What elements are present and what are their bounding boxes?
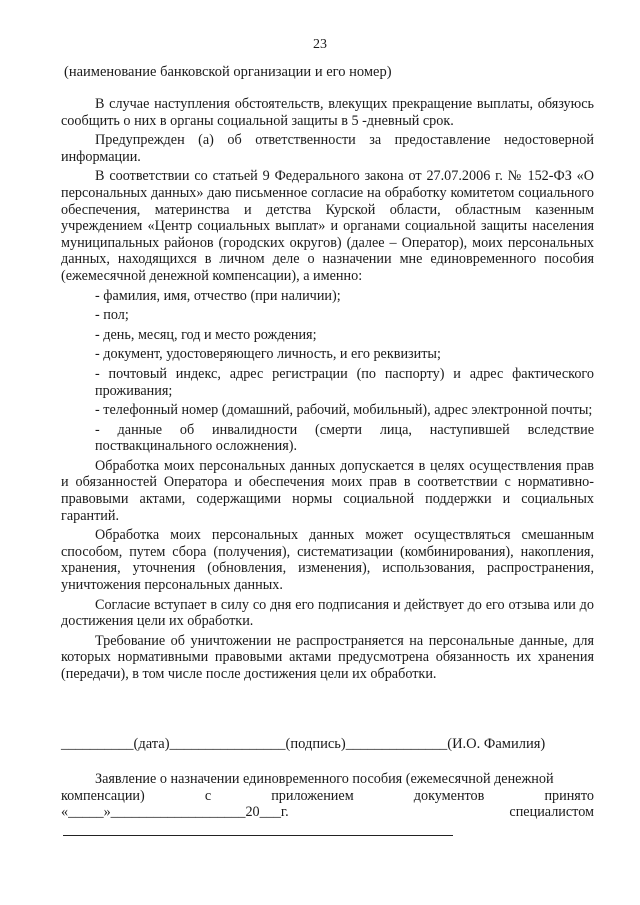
footer-word: с [204, 787, 212, 804]
paragraph: Требование об уничтожении не распространяется на персональные данные, для которых нормативными правовыми актами предусмотрена обязанность их хранения (передачи), в том числе после достижения цели их обработки. [61, 632, 594, 682]
signature-line: __________(дата)________________(подпись)______________(И.О. Фамилия) [61, 736, 546, 752]
list-item: - фамилия, имя, отчество (при наличии); [95, 287, 341, 304]
list-item: - пол; [95, 307, 129, 324]
paragraph: Согласие вступает в силу со дня его подписания и действует до его отзыва или до достижения цели их обработки. [61, 596, 594, 630]
footer-line: Заявление о назначении единовременного пособия (ежемесячной денежной [95, 771, 554, 787]
paragraph: В случае наступления обстоятельств, влекущих прекращение выплаты, обязуюсь сообщить о них в органы социальной защиты в 5 -дневный срок. [61, 96, 594, 129]
application-acceptance-block [61, 771, 594, 821]
specialist-signature-rule [63, 835, 453, 836]
footer-line [61, 788, 594, 805]
list-item: - телефонный номер (домашний, рабочий, мобильный), адрес электронной почты; [95, 402, 593, 419]
specialist-label: специалистом [509, 804, 594, 821]
list-item: - данные об инвалидности (смерти лица, наступившей вследствие поствакцинального осложнения). [95, 421, 594, 455]
paragraph: Обработка моих персональных данных может осуществляться смешанным способом, путем сбора (получения), систематизации (комбинирования), накопления, хранения, уточнения (обновления, изменения), использования, распространения, уничтожения персональных данных. [61, 527, 594, 594]
paragraph: В соответствии со статьей 9 Федерального закона от 27.07.2006 г. № 152-ФЗ «О персональных данных» даю письменное согласие на обработку комитетом социального обеспечения, материнства и детства Курской области, областным казенным учреждением «Центр социальных выплат» и органами социальной защиты населения муниципальных районов (городских округов) (далее – Оператор), моих персональных данных, находящихся в личном деле о назначении мне единовременного пособия (ежемесячной денежной компенсации), а именно: [61, 168, 594, 284]
footer-word: принято [544, 787, 594, 804]
paragraph: Обработка моих персональных данных допускается в целях осуществления прав и обязанностей Оператора и обеспечения моих прав в соответствии с нормативно-правовыми актами, содержащими нормы социальной поддержки и социальных гарантий. [61, 457, 594, 524]
footer-line [61, 804, 594, 821]
page-number: 23 [313, 37, 327, 52]
list-item: - почтовый индекс, адрес регистрации (по паспорту) и адрес фактического проживания; [95, 365, 594, 399]
acceptance-date: «_____»___________________20___г. [61, 804, 289, 821]
footer-word: компенсации) [61, 787, 145, 804]
paragraph: Предупрежден (а) об ответственности за предоставление недостоверной информации. [61, 132, 594, 165]
footer-word: документов [413, 787, 485, 804]
footer-word: приложением [271, 787, 354, 804]
list-item: - день, месяц, год и место рождения; [95, 326, 317, 343]
bank-name-caption: (наименование банковской организации и его номер) [64, 64, 392, 80]
list-item: - документ, удостоверяющего личность, и его реквизиты; [95, 346, 441, 363]
consent-text [61, 96, 594, 686]
